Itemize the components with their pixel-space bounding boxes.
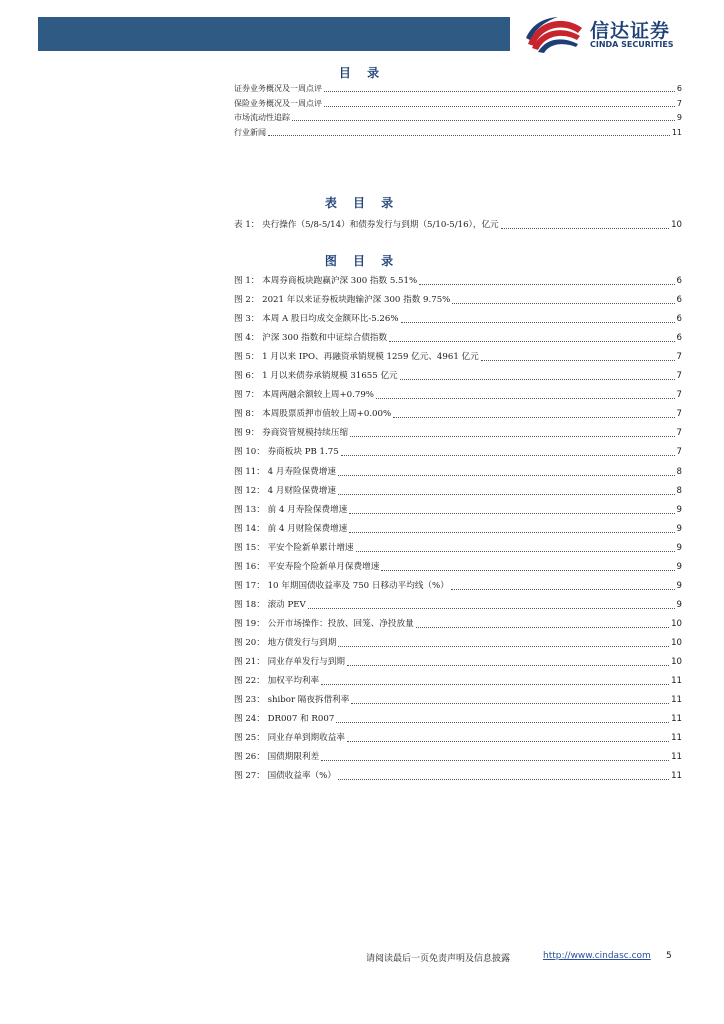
toc-entry-label: 图 27： 国债收益率（%） [234,771,336,782]
footer-website-link[interactable]: http://www.cindasc.com [543,951,651,961]
toc-entry-label: 图 5： 1 月以来 IPO、再融资承销规模 1259 亿元、4961 亿元 [234,352,479,363]
toc-entry-label: 图 3： 本周 A 股日均成交金额环比-5.26% [234,314,399,325]
dot-leader [451,589,675,590]
dot-leader [338,779,669,780]
logo-emblem-icon [524,14,586,54]
toc-entry-label: 图 8： 本周股票质押市值较上周+0.00% [234,409,392,420]
toc-entry-label: 图 13： 前 4 月寿险保费增速 [234,504,348,515]
toc-entry[interactable] [234,347,682,363]
dot-leader [268,135,670,136]
toc-entry-page: 7 [676,428,682,439]
toc-entry-label: 图 9： 券商资管规模持续压缩 [234,428,349,439]
toc-entry[interactable] [234,595,682,611]
toc-entry-label: 行业新闻 [234,128,266,138]
dot-leader [341,455,675,456]
toc-entry-label: 市场流动性追踪 [234,113,290,123]
toc-entry-page: 11 [671,714,682,725]
toc-entry-page: 9 [676,542,682,553]
toc-entry[interactable] [234,728,682,744]
logo-english-name: CINDA SECURITIES [590,40,674,49]
toc-entry-label: 图 10： 券商板块 PB 1.75 [234,447,339,458]
toc-entry-label: 图 15： 平安个险新单累计增速 [234,542,354,553]
toc-entry-label: 图 26： 国债期限利差 [234,752,320,763]
dot-leader [350,436,674,437]
toc-entry[interactable] [234,124,682,138]
dot-leader [351,703,669,704]
toc-entry[interactable] [234,519,682,535]
toc-entry-page: 9 [676,504,682,515]
toc-entry-page: 7 [676,98,682,108]
toc-entry[interactable] [234,271,682,287]
toc-entry-label: 图 25： 同业存单到期收益率 [234,733,345,744]
toc-entry-page: 8 [676,466,682,477]
toc-entry[interactable] [234,481,682,497]
toc-entry[interactable] [234,442,682,458]
dot-leader [393,417,674,418]
toc-entry[interactable] [234,747,682,763]
toc-entry-page: 11 [671,733,682,744]
table-list-title: 表 目 录 [324,196,400,210]
toc-entry-label: 图 1： 本周券商板块跑赢沪深 300 指数 5.51% [234,276,418,286]
toc-entry-page: 7 [676,447,682,458]
toc-entry-label: 图 18： 滚动 PEV [234,599,306,610]
toc-entry[interactable] [234,215,682,231]
toc-entry[interactable] [234,633,682,649]
dot-leader [347,741,669,742]
toc-entry-label: 图 23： shibor 隔夜拆借利率 [234,695,350,706]
toc-entry-page: 11 [671,752,682,763]
dot-leader [338,494,675,495]
dot-leader [308,608,675,609]
dot-leader [419,284,674,285]
dot-leader [349,532,674,533]
toc-entry[interactable] [234,766,682,782]
toc-entry[interactable] [234,576,682,592]
toc-entry[interactable] [234,462,682,478]
toc-entry[interactable] [234,404,682,420]
toc-entry-page: 11 [671,128,682,138]
toc-entry-label: 证券业务概况及一周点评 [234,84,322,93]
company-logo [524,14,704,54]
toc-entry[interactable] [234,557,682,573]
toc-entry-label: 图 24： DR007 和 R007 [234,714,335,725]
dot-leader [292,120,675,121]
toc-entry[interactable] [234,671,682,687]
footer-disclaimer: 请阅读最后一页免责声明及信息披露 [366,954,511,964]
toc-entry-label: 图 21： 同业存单发行与到期 [234,657,345,667]
toc-entry-label: 图 12： 4 月财险保费增速 [234,485,336,496]
toc-entry-page: 6 [676,333,682,344]
toc-entry-page: 7 [676,390,682,401]
toc-entry-label: 图 17： 10 年期国债收益率及 750 日移动平均线（%） [234,580,449,591]
toc-entry-page: 9 [676,113,682,123]
toc-entry-label: 图 14： 前 4 月财险保费增速 [234,523,348,534]
dot-leader [338,475,675,476]
toc-entry-page: 7 [676,409,682,420]
toc-entry-page: 7 [676,371,682,382]
toc-entry-label: 图 16： 平安寿险个险新单月保费增速 [234,561,380,572]
toc-entry[interactable] [234,309,682,325]
toc-entry[interactable] [234,109,682,123]
toc-entry-page: 8 [676,485,682,496]
toc-entry-page: 6 [676,314,682,325]
toc-entry-page: 10 [671,637,682,648]
toc-entry[interactable] [234,328,682,344]
toc-entry-page: 9 [676,523,682,534]
toc-entry[interactable] [234,385,682,401]
dot-leader [324,91,675,92]
toc-entry[interactable] [234,538,682,554]
dot-leader [389,341,674,342]
toc-entry[interactable] [234,290,682,306]
toc-entry[interactable] [234,690,682,706]
toc-entry-page: 11 [671,771,682,782]
toc-entry-label: 图 4： 沪深 300 指数和中证综合债指数 [234,333,388,344]
toc-entry-page: 6 [676,276,682,286]
toc-entry-label: 图 19： 公开市场操作：投放、回笼、净投放量 [234,618,414,629]
dot-leader [347,665,669,666]
toc-entry-page: 9 [676,580,682,591]
toc-entry[interactable] [234,652,682,668]
header-band [38,17,510,51]
toc-entry-page: 6 [676,84,682,93]
toc-entry-label: 图 20： 地方债发行与到期 [234,637,337,648]
toc-entry-label: 图 11： 4 月寿险保费增速 [234,466,336,477]
toc-entry-label: 保险业务概况及一周点评 [234,98,322,108]
dot-leader [381,570,674,571]
toc-entry-page: 10 [671,220,682,230]
dot-leader [321,684,669,685]
toc-entry-page: 11 [671,695,682,706]
toc-entry[interactable] [234,95,682,109]
dot-leader [452,303,674,304]
dot-leader [324,106,675,107]
dot-leader [481,360,675,361]
dot-leader [349,513,674,514]
dot-leader [336,722,669,723]
toc-entry-label: 图 7： 本周两融余额较上周+0.79% [234,390,374,401]
toc-entry-label: 表 1： 央行操作（5/8-5/14）和债券发行与到期（5/10-5/16），亿元 [234,220,499,230]
toc-entry[interactable] [234,614,682,630]
dot-leader [401,322,675,323]
dot-leader [416,627,669,628]
toc-title: 目 录 [338,66,386,80]
toc-entry-label: 图 6： 1 月以来债券承销规模 31655 亿元 [234,371,398,382]
toc-entry-page: 9 [676,561,682,572]
logo-chinese-name: 信达证券 [590,20,671,42]
toc-entry-label: 图 2： 2021 年以来证券板块跑输沪深 300 指数 9.75% [234,295,451,306]
toc-entry[interactable] [234,80,682,94]
dot-leader [376,398,675,399]
dot-leader [501,228,669,229]
toc-entry-label: 图 22： 加权平均利率 [234,676,320,687]
toc-entry-page: 6 [676,295,682,306]
toc-entry[interactable] [234,500,682,516]
toc-entry-page: 10 [671,657,682,667]
toc-entry-page: 9 [676,599,682,610]
dot-leader [400,379,675,380]
dot-leader [356,551,675,552]
toc-entry-page: 11 [671,676,682,687]
dot-leader [321,760,669,761]
toc-entry-page: 7 [676,352,682,363]
figure-list-title: 图 目 录 [324,254,400,268]
toc-entry[interactable] [234,709,682,725]
dot-leader [338,646,669,647]
toc-entry[interactable] [234,423,682,439]
toc-entry[interactable] [234,366,682,382]
page-number: 5 [666,951,672,961]
toc-entry-page: 10 [671,618,682,629]
